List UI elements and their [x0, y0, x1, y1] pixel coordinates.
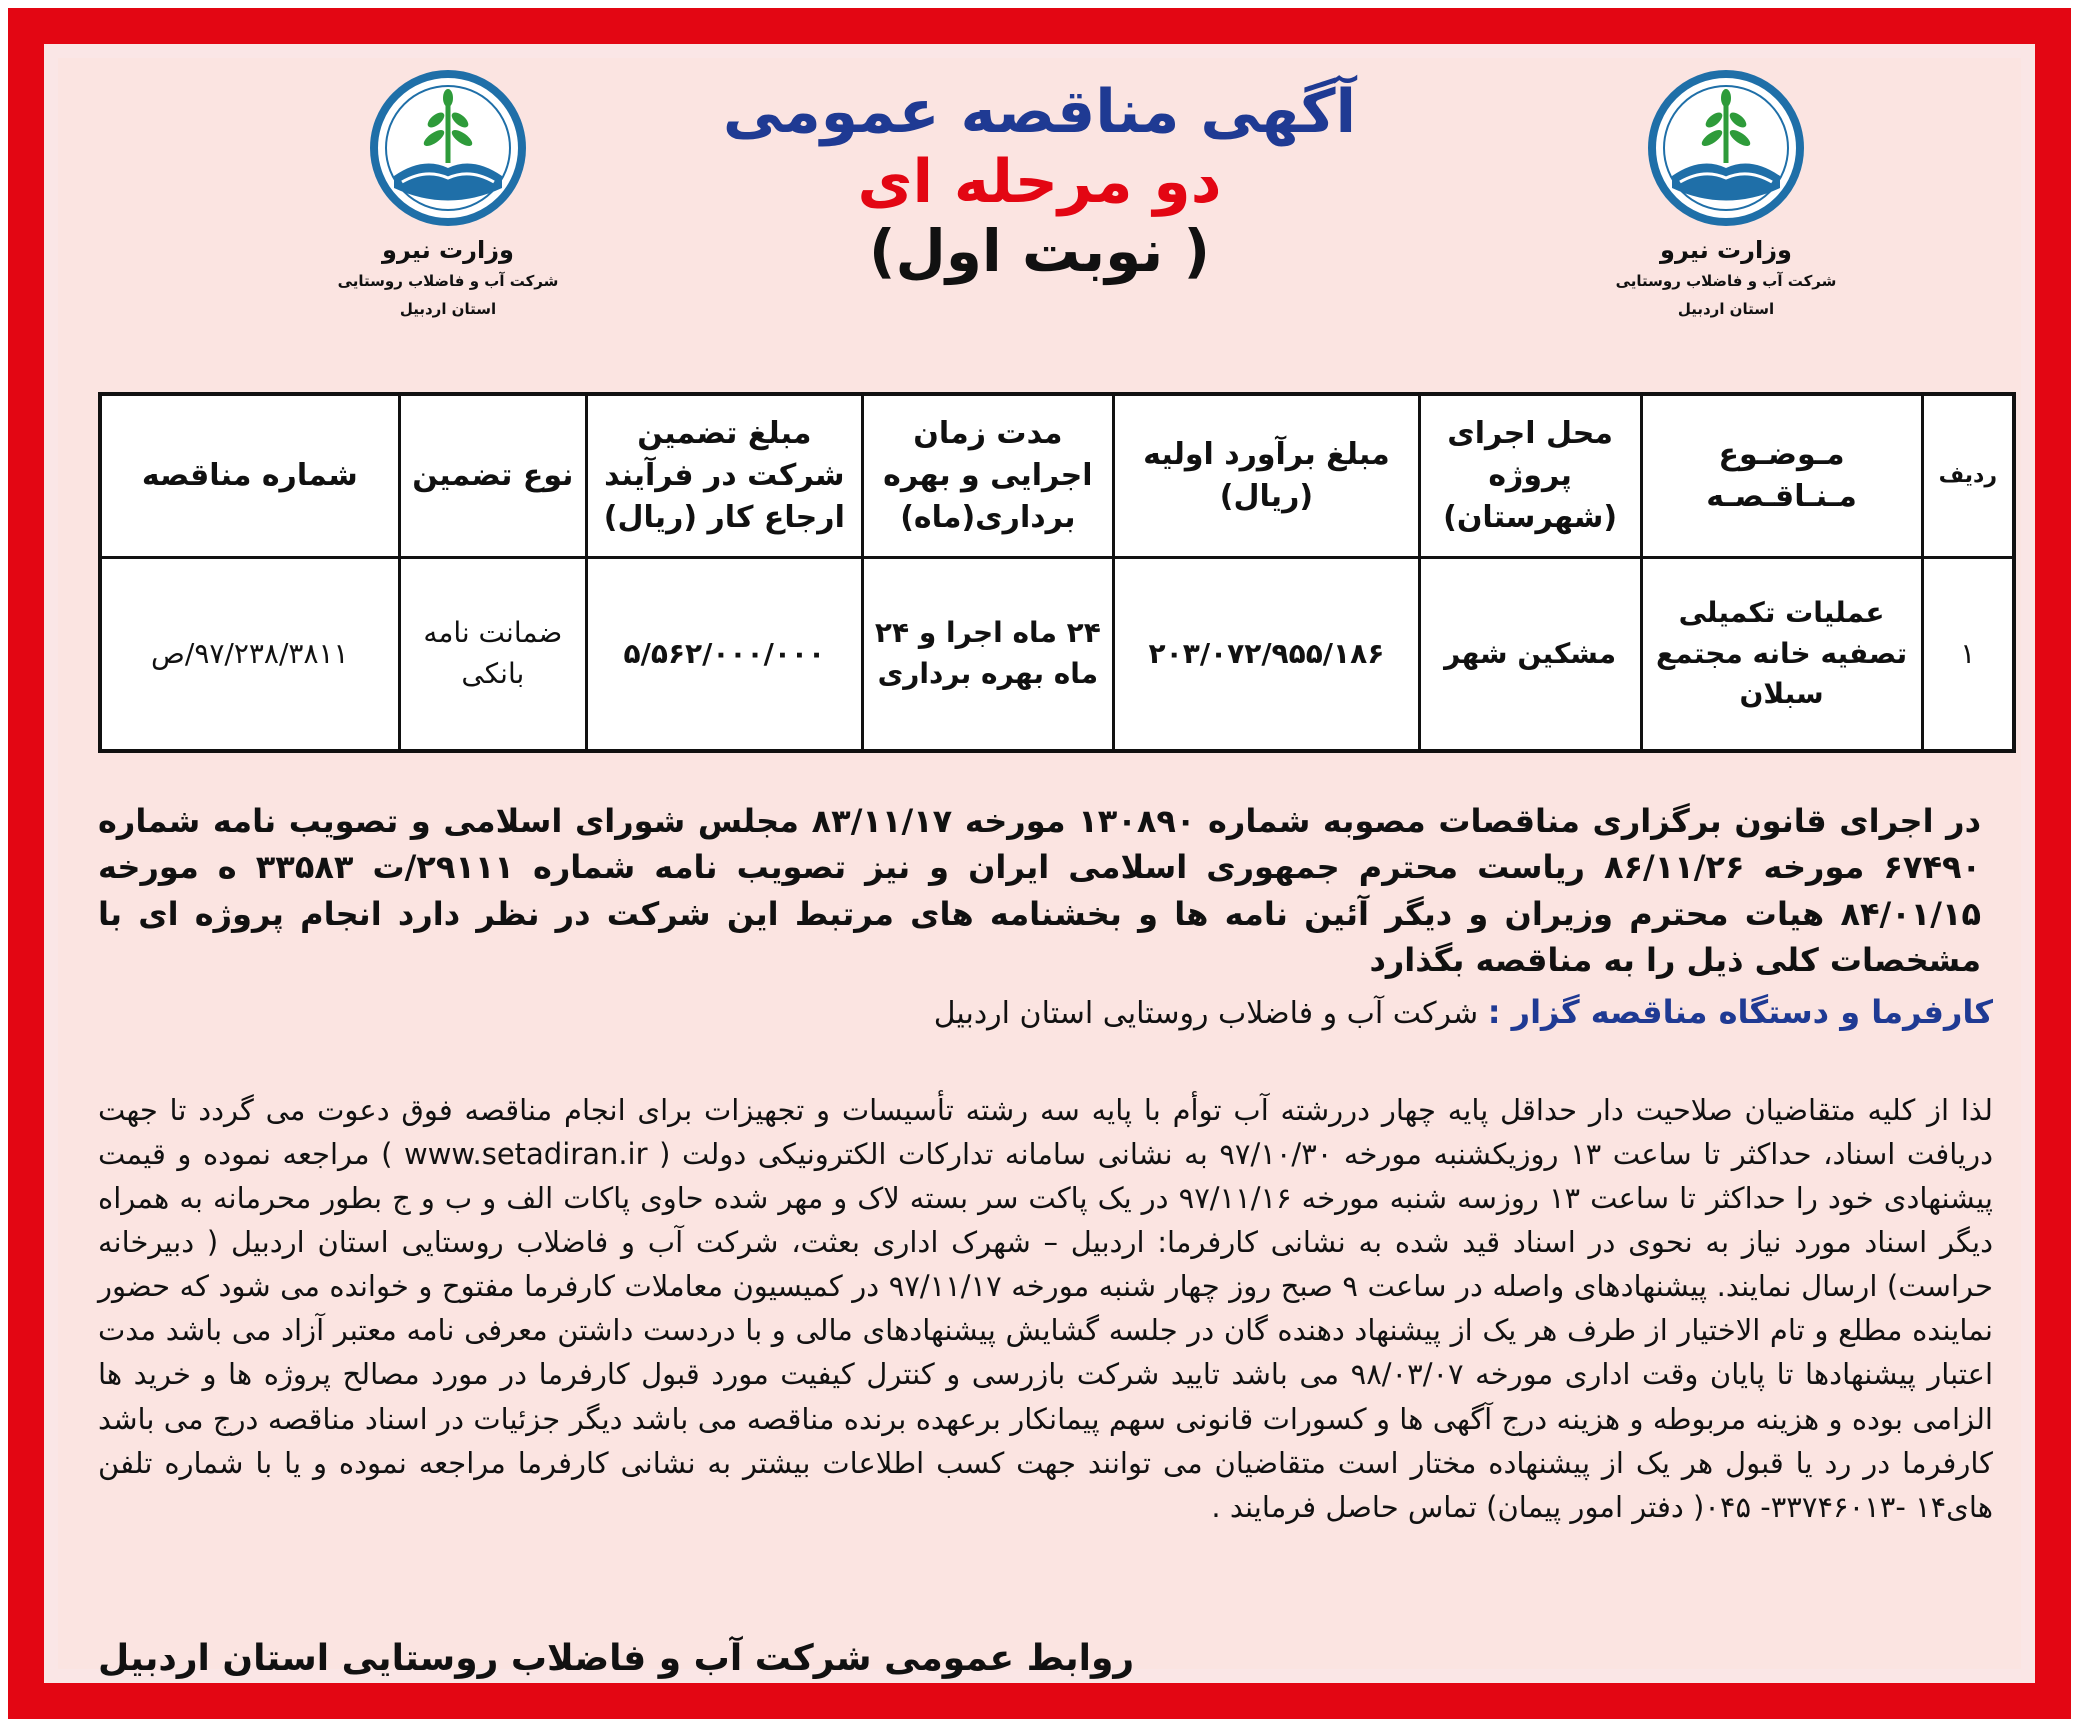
logo-ministry-text: وزارت نیرو — [382, 236, 514, 264]
header-estimate: مبلغ برآورد اولیه (ریال) — [1114, 394, 1420, 558]
cell-duration: ۲۴ ماه اجرا و ۲۴ ماه بهره برداری — [862, 558, 1114, 752]
notice-round: ( نوبت اول) — [869, 217, 1210, 285]
logo-company-text: شرکت آب و فاضلاب روستایی — [337, 272, 559, 290]
header-duration: مدت زمان اجرایی و بهره برداری(ماه) — [862, 394, 1114, 558]
header-tender-no: شماره مناقصه — [100, 394, 399, 558]
header-guarantee-type: نوع تضمین — [399, 394, 586, 558]
employer-label: کارفرما و دستگاه مناقصه گزار : — [1487, 993, 1993, 1031]
logo-province-text: استان اردبیل — [399, 300, 497, 318]
legal-intro: در اجرای قانون برگزاری مناقصات مصوبه شماره ۱۳۰۸۹۰ مورخه ۸۳/۱۱/۱۷ مجلس شورای اسلامی و تصویب نامه شماره ۶۷۴۹۰ مورخه ۸۶/۱۱/۲۶ ریاست محترم جمهوری اسلامی ایران و نیز تصویب نامه شماره ۲۹۱۱۱/ت ۳۳۵۸۳ ه مورخه ۸۴/۰۱/۱۵ هیات محترم وزیران و دیگر آئین نامه ها و بخشنامه های مرتبط این شرکت در نظر دارد انجام پروژه ای با مشخصات کلی ذیل را به مناقصه بگذارد — [98, 802, 1982, 980]
cell-tender-no: ۹۷/۲۳۸/۳۸۱۱/ص — [100, 558, 399, 752]
header-row-no: ردیف — [1922, 394, 2014, 558]
table-header-row — [100, 394, 2014, 558]
logo-company-text: شرکت آب و فاضلاب روستایی — [1615, 272, 1837, 290]
cell-estimate: ۲۰۳/۰۷۲/۹۵۵/۱۸۶ — [1114, 558, 1420, 752]
logo-ministry-text: وزارت نیرو — [1660, 236, 1792, 264]
notice-subtitle: دو مرحله ای — [857, 147, 1222, 217]
header-subject: مـوضـوع مـنـاقـصـه — [1641, 394, 1922, 558]
website-link[interactable]: www.setadiran.ir — [404, 1137, 648, 1172]
table-row — [100, 558, 2014, 752]
notice-frame — [8, 8, 2071, 1719]
cell-subject: عملیات تکمیلی تصفیه خانه مجتمع سبلان — [1641, 558, 1922, 752]
notice-title: آگهی مناقصه عمومی — [722, 77, 1357, 147]
body-part-1: لذا از کلیه متقاضیان صلاحیت دار حداقل پایه چهار دررشته آب توأم با پایه سه رشته تأسیسات و تجهیزات برای انجام مناقصه فوق دعوت می گردد تا جهت دریافت اسناد، حداکثر تا ساعت ۱۳ روزیکشنبه مورخه ۹۷/۱۰/۳۰ به نشانی سامانه تدارکات الکترونیکی دولت ( — [98, 1093, 1994, 1172]
employer-line — [98, 993, 1993, 1031]
body-part-2: ) مراجعه نموده و قیمت پیشنهادی خود را حداکثر تا ساعت ۱۳ روزسه شنبه مورخه ۹۷/۱۱/۱۶ در یک پاکت سر بسته لاک و مهر شده حاوی پاکات الف و ب و ج بطور محرمانه به همراه دیگر اسناد مورد نیاز به نحوی در اسناد قید شده به نشانی کارفرما: اردبیل – شهرک اداری بعثت، شرکت آب و فاضلاب روستایی استان اردبیل ( دبیرخانه حراست) ارسال نمایند. پیشنهادهای واصله در ساعت ۹ صبح روز چهار شنبه مورخه ۹۷/۱۱/۱۷ در کمیسیون معاملات کارفرما مفتوح و خوانده می شود که حضور نماینده مطلع و تام الاختیار از طرف هر یک از پیشنهاد دهنده گان در جلسه گشایش پیشنهادهای مالی و با دردست داشتن معرفی نامه معتبر آزاد می باشد مدت اعتبار پیشنهادها تا پایان وقت اداری مورخه ۹۸/۰۳/۰۷ می باشد تایید شرکت بازرسی و کنترل کیفیت مورد قبول کارفرما در مورد مصالح پروژه ها و خرید ها الزامی بوده و هزینه مربوطه و هزینه درج آگهی ها و کسورات قانونی سهم پیمانکار برعهده برنده مناقصه می باشد دیگر جزئیات در اسناد مناقصه درج می باشد کارفرما در رد یا قبول هر یک از پیشنهاده مختار است متقاضیان می توانند جهت کسب اطلاعات بیشتر به نشانی کارفرما مراجعه نموده و یا با شماره تلفن های۱۴ -۳۳۷۴۶۰۱۳- ۰۴۵( دفتر امور پیمان) تماس حاصل فرمایند . — [98, 1137, 1994, 1524]
header-guarantee-amount: مبلغ تضمین شرکت در فرآیند ارجاع کار (ریال) — [587, 394, 863, 558]
header-location: محل اجرای پروژه (شهرستان) — [1419, 394, 1641, 558]
cell-guarantee-type: ضمانت نامه بانکی — [399, 558, 586, 752]
notice-body-text — [98, 1088, 1993, 1529]
notice-body — [58, 58, 2021, 1679]
cell-guarantee-amount: ۵/۵۶۲/۰۰۰/۰۰۰ — [587, 558, 863, 752]
employer-value: شرکت آب و فاضلاب روستایی استان اردبیل — [933, 996, 1479, 1031]
logo-province-text: استان اردبیل — [1677, 300, 1775, 318]
cell-location: مشکین شهر — [1419, 558, 1641, 752]
cell-row-no: ۱ — [1922, 558, 2014, 752]
notice-titles — [58, 76, 2021, 287]
public-relations-signature: روابط عمومی شرکت آب و فاضلاب روستایی استان اردبیل — [98, 1638, 1135, 1679]
tender-table — [98, 392, 2016, 753]
